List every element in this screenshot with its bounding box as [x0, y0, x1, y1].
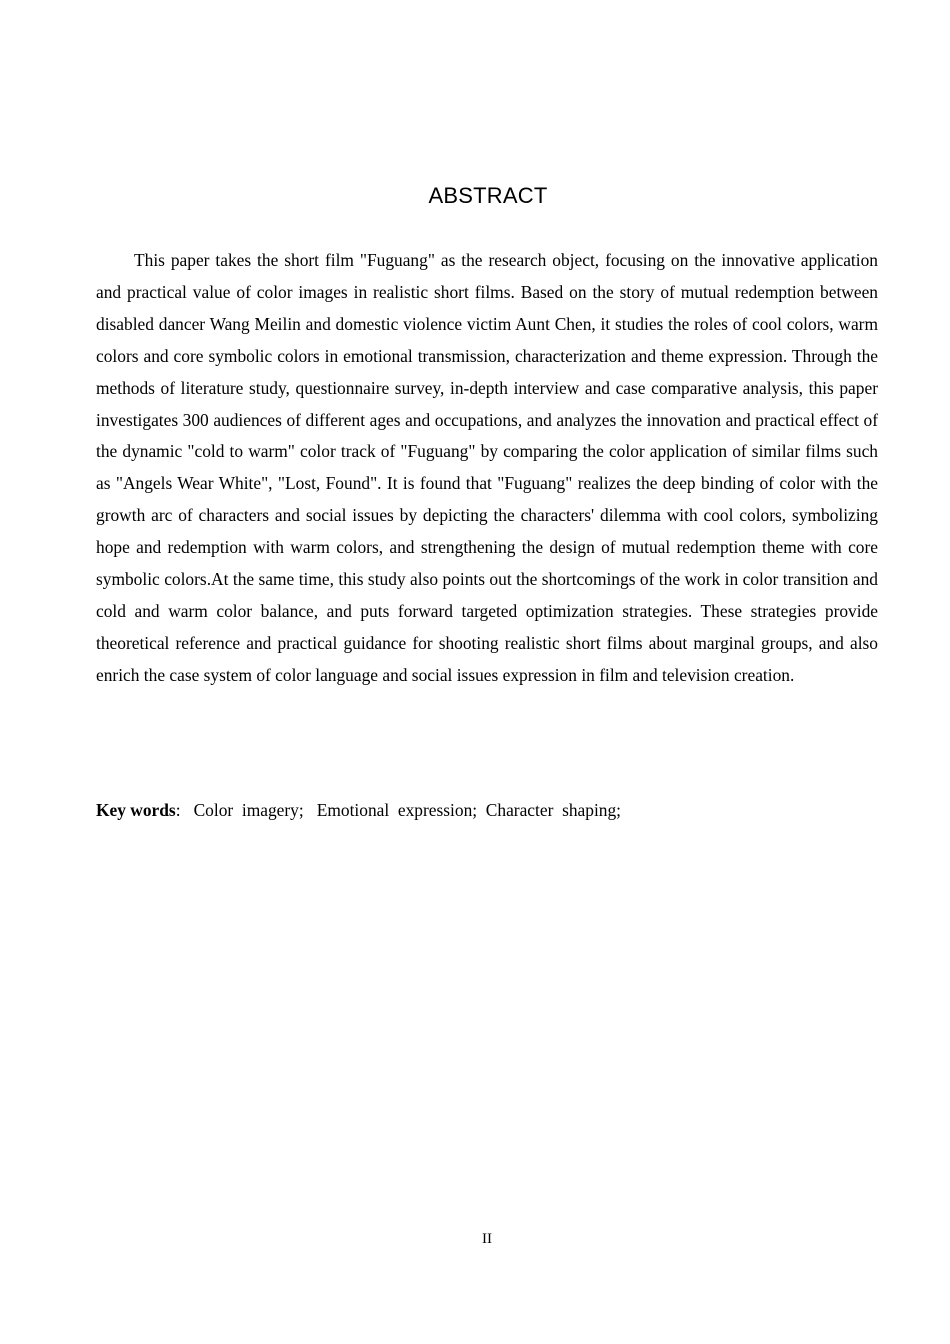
page-number: II [482, 1231, 492, 1247]
abstract-title: ABSTRACT [428, 183, 548, 208]
keywords-text: : Color imagery; Emotional expression; Character shaping; [175, 800, 621, 820]
keywords-line [96, 796, 878, 824]
abstract-body: This paper takes the short film "Fuguang" as the research object, focusing on the innovative application and practical value of color images in realistic short films. Based on the story of mutual redemption between disabled dancer Wang Meilin and domestic violence victim Aunt Chen, it studies the roles of cool colors, warm colors and core symbolic colors in emotional transmission, characterization and theme expression. Through the methods of literature study, questionnaire survey, in-depth interview and case comparative analysis, this paper investigates 300 audiences of different ages and occupations, and analyzes the innovation and practical effect of the dynamic "cold to warm" color track of "Fuguang" by comparing the color application of similar films such as "Angels Wear White", "Lost, Found". It is found that "Fuguang" realizes the deep binding of color with the growth arc of characters and social issues by depicting the characters' dilemma with cool colors, symbolizing hope and redemption with warm colors, and strengthening the design of mutual redemption theme with core symbolic colors.At the same time, this study also points out the shortcomings of the work in color transition and cold and warm color balance, and puts forward targeted optimization strategies. These strategies provide theoretical reference and practical guidance for shooting realistic short films about marginal groups, and also enrich the case system of color language and social issues expression in film and television creation. [96, 250, 878, 685]
keywords-label: Key words [96, 800, 176, 820]
